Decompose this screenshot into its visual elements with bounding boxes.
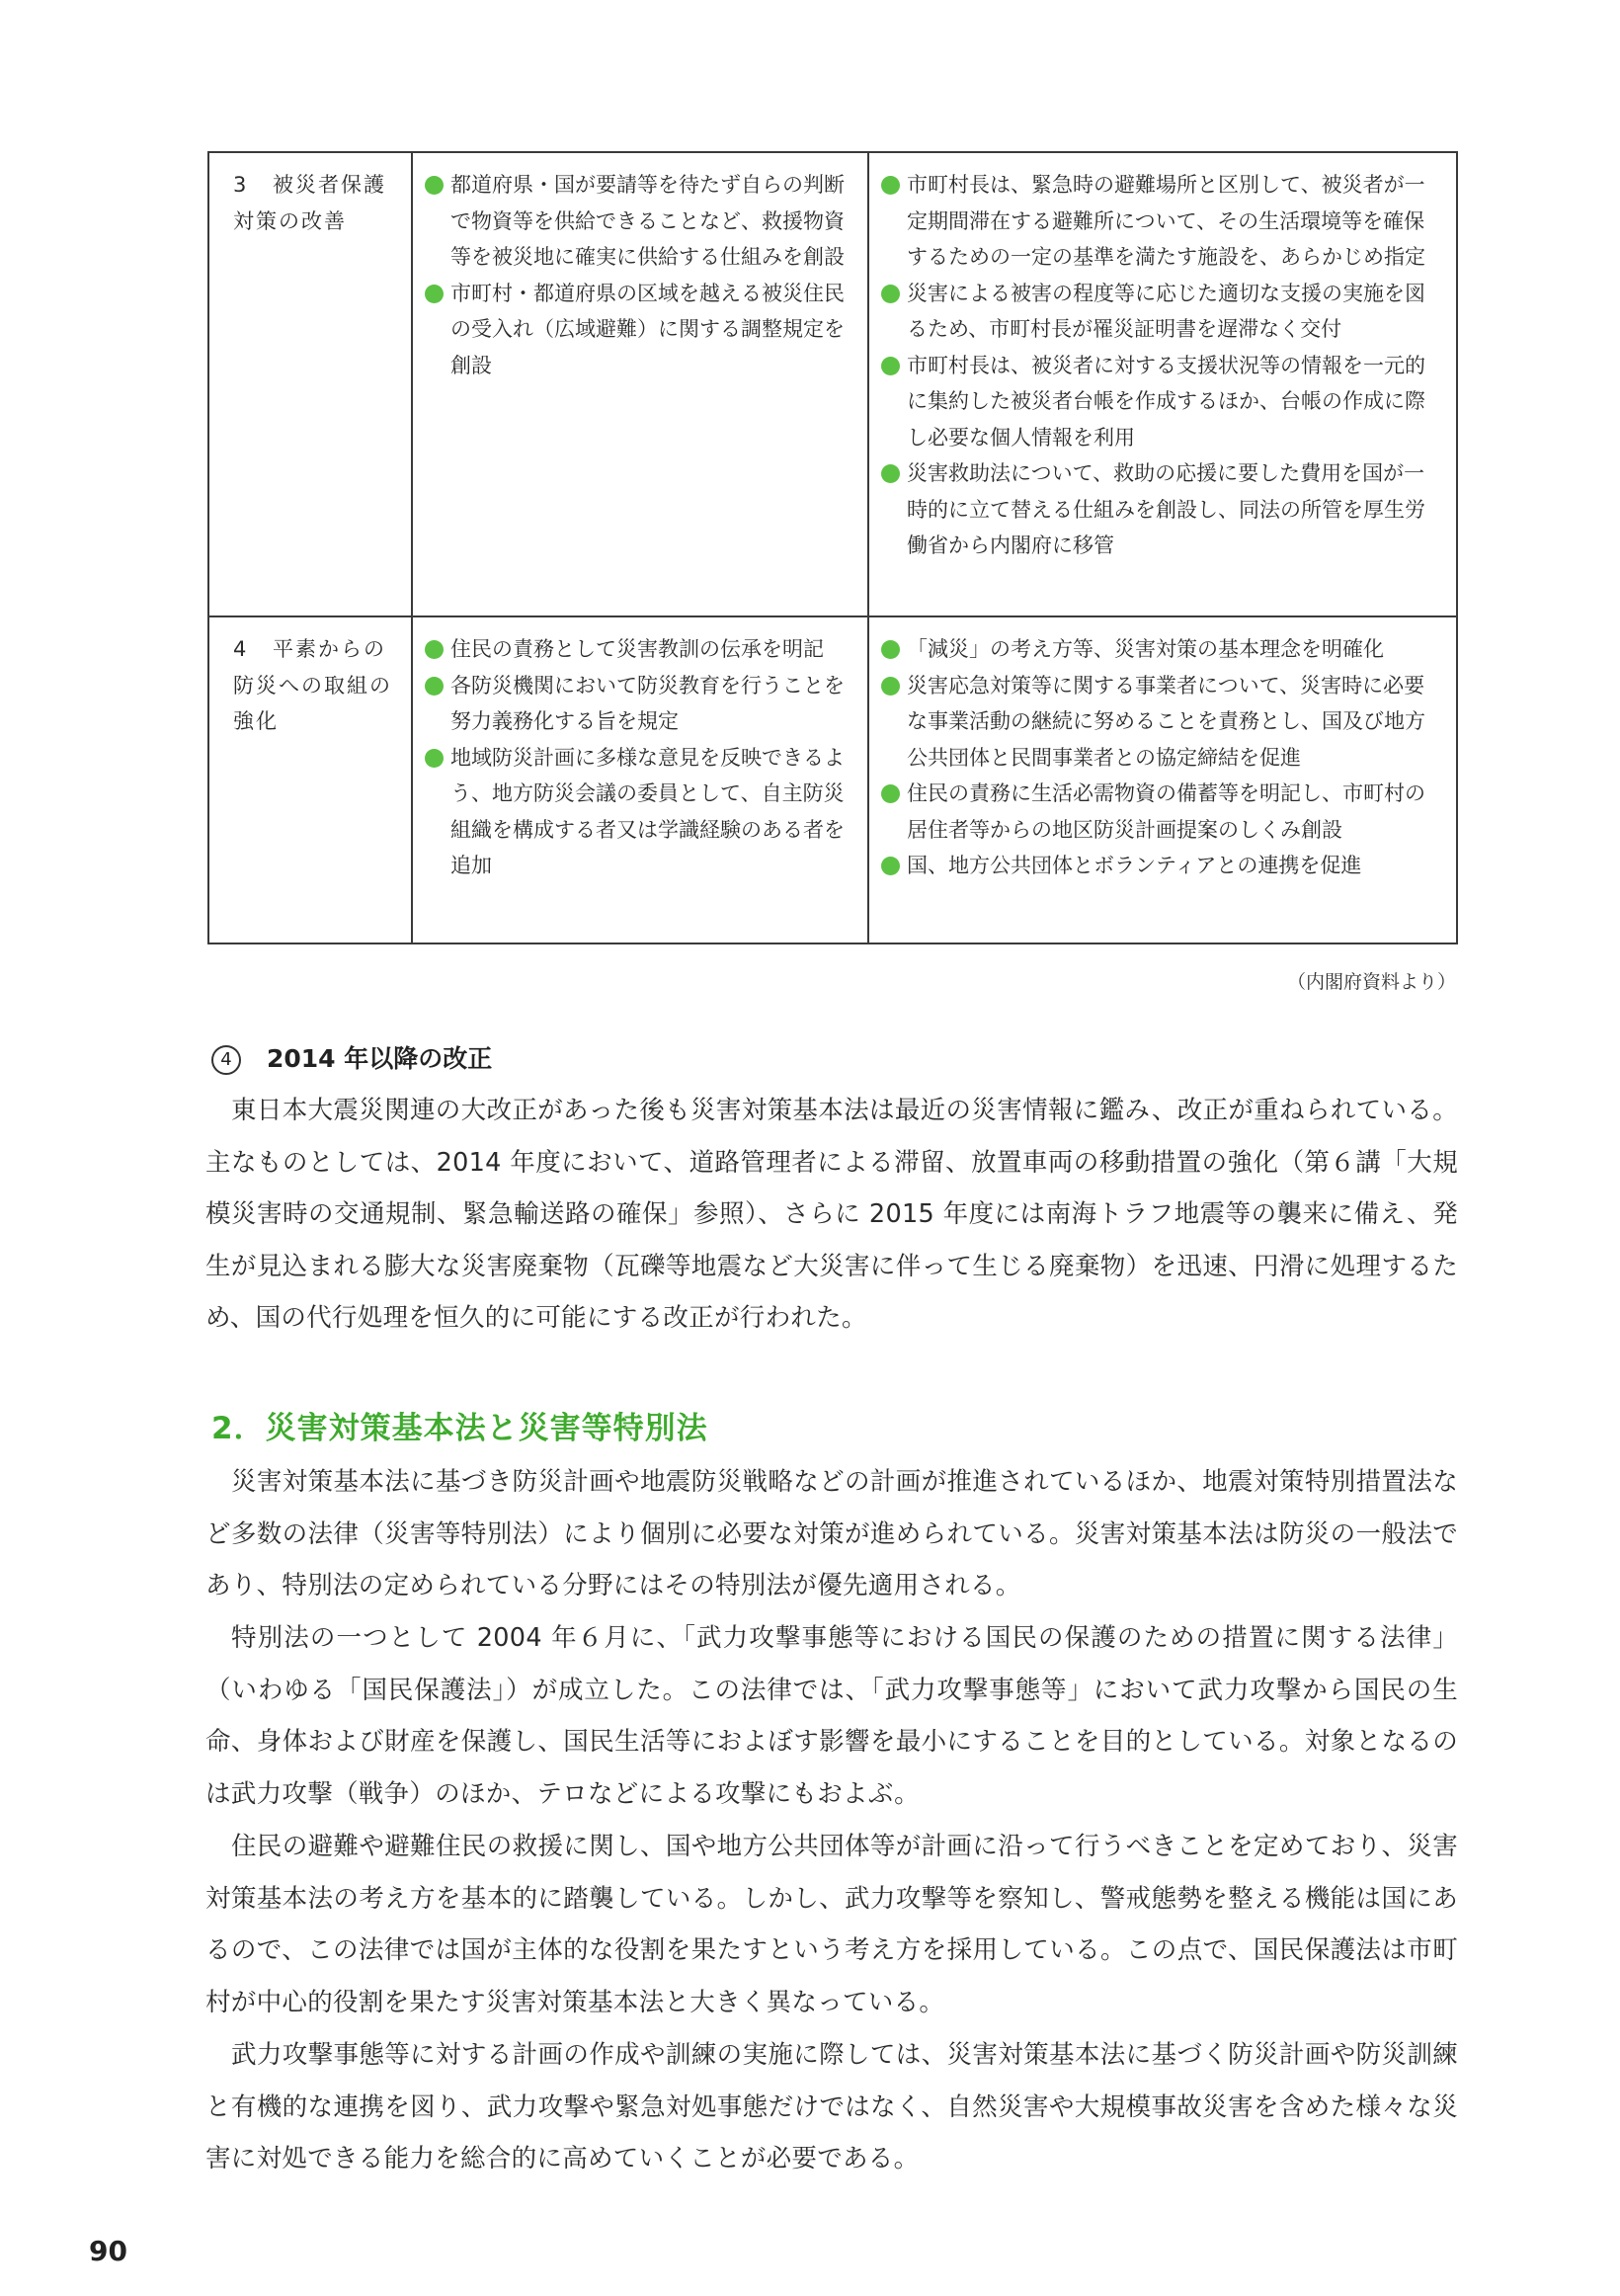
page-number: 90 [89,2235,127,2267]
table-row [208,152,1457,616]
revision-table [207,151,1458,944]
circled-number: 4 [211,1045,241,1075]
category-number: 4 [233,637,249,661]
list-item: 災害応急対策等に関する事業者について、災害時に必要な事業活動の継続に努めることを責務とし、国及び地方公共団体と民間事業者との協定締結を促進 [881,668,1444,777]
left-column-cell [412,616,868,943]
bullet-list [425,631,855,884]
list-item: 市町村・都道府県の区域を越える被災住民の受入れ（広域避難）に関する調整規定を創設 [425,276,855,384]
category-cell [208,152,412,616]
category-number: 3 [233,173,249,197]
list-item: 市町村長は、緊急時の避難場所と区別して、被災者が一定期間滞在する避難所について、その生活環境等を確保するための一定の基準を満たす施設を、あらかじめ指定 [881,167,1444,276]
paragraph: 特別法の一つとして 2004 年６月に、「武力攻撃事態等における国民の保護のための措置に関する法律」（いわゆる「国民保護法」）が成立した。この法律では、「武力攻撃事態等」において武力攻撃から国民の生命、身体および財産を保護し、国民生活等におよぼす影響を最小にすることを目的としている。対象となるのは武力攻撃（戦争）のほか、テロなどによる攻撃にもおよぶ。 [205,1623,1458,1809]
section-title: 2．災害対策基本法と災害等特別法 [211,1411,708,1446]
list-item: 地域防災計画に多様な意見を反映できるよう、地方防災会議の委員として、自主防災組織を構成する者又は学識経験のある者を追加 [425,740,855,884]
source-note: （内閣府資料より） [1286,971,1456,993]
paragraph: 住民の避難や避難住民の救援に関し、国や地方公共団体等が計画に沿って行うべきことを定めており、災害対策基本法の考え方を基本的に踏襲している。しかし、武力攻撃等を察知し、警戒態勢を整える機能は国にあるので、この法律では国が主体的な役割を果たすという考え方を採用している。この点で、国民保護法は市町村が中心的役割を果たす災害対策基本法と大きく異なっている。 [205,1832,1458,2017]
subsection-title: 2014 年以降の改正 [267,1044,493,1073]
list-item: 市町村長は、被災者に対する支援状況等の情報を一元的に集約した被災者台帳を作成するほか、台帳の作成に際し必要な個人情報を利用 [881,348,1444,456]
table-row [208,616,1457,943]
list-item: 各防災機関において防災教育を行うことを努力義務化する旨を規定 [425,668,855,740]
paragraph: 武力攻撃事態等に対する計画の作成や訓練の実施に際しては、災害対策基本法に基づく防災計画や防災訓練と有機的な連携を図り、武力攻撃や緊急対処事態だけではなく、自然災害や大規模事故災害を含めた様々な災害に対処できる能力を総合的に高めていくことが必要である。 [205,2040,1458,2173]
subsection-heading [211,1039,492,1075]
list-item: 住民の責務に生活必需物資の備蓄等を明記し、市町村の居住者等からの地区防災計画提案のしくみ創設 [881,776,1444,848]
list-item: 住民の責務として災害教訓の伝承を明記 [425,631,855,668]
paragraph: 東日本大震災関連の大改正があった後も災害対策基本法は最近の災害情報に鑑み、改正が重ねられている。主なものとしては、2014 年度において、道路管理者による滞留、放置車両の移動措置の強化（第６講「大規模災害時の交通規制、緊急輸送路の確保」参照）、さらに 2015 年度には南海トラフ地震等の襲来に備え、発生が見込まれる膨大な災害廃棄物（瓦礫等地震など大災害に伴って生じる廃棄物）を迅速、円滑に処理するため、国の代行処理を恒久的に可能にする改正が行われた。 [205,1096,1458,1333]
list-item: 災害による被害の程度等に応じた適切な支援の実施を図るため、市町村長が罹災証明書を遅滞なく交付 [881,276,1444,348]
paragraph: 災害対策基本法に基づき防災計画や地震防災戦略などの計画が推進されているほか、地震対策特別措置法など多数の法律（災害等特別法）により個別に必要な対策が進められている。災害対策基本法は防災の一般法であり、特別法の定められている分野にはその特別法が優先適用される。 [205,1467,1458,1600]
list-item: 「減災」の考え方等、災害対策の基本理念を明確化 [881,631,1444,668]
list-item: 災害救助法について、救助の応援に要した費用を国が一時的に立て替える仕組みを創設し、同法の所管を厚生労働省から内閣府に移管 [881,455,1444,564]
bullet-list [425,167,855,383]
bullet-list [881,167,1444,564]
bullet-list [881,631,1444,884]
left-column-cell [412,152,868,616]
right-column-cell [868,616,1457,943]
list-item: 国、地方公共団体とボランティアとの連携を促進 [881,848,1444,884]
category-label: 平素からの防災への取組の強化 [233,637,392,733]
category-label: 被災者保護対策の改善 [233,173,386,233]
right-column-cell [868,152,1457,616]
category-cell [208,616,412,943]
list-item: 都道府県・国が要請等を待たず自らの判断で物資等を供給できることなど、救援物資等を被災地に確実に供給する仕組みを創設 [425,167,855,276]
